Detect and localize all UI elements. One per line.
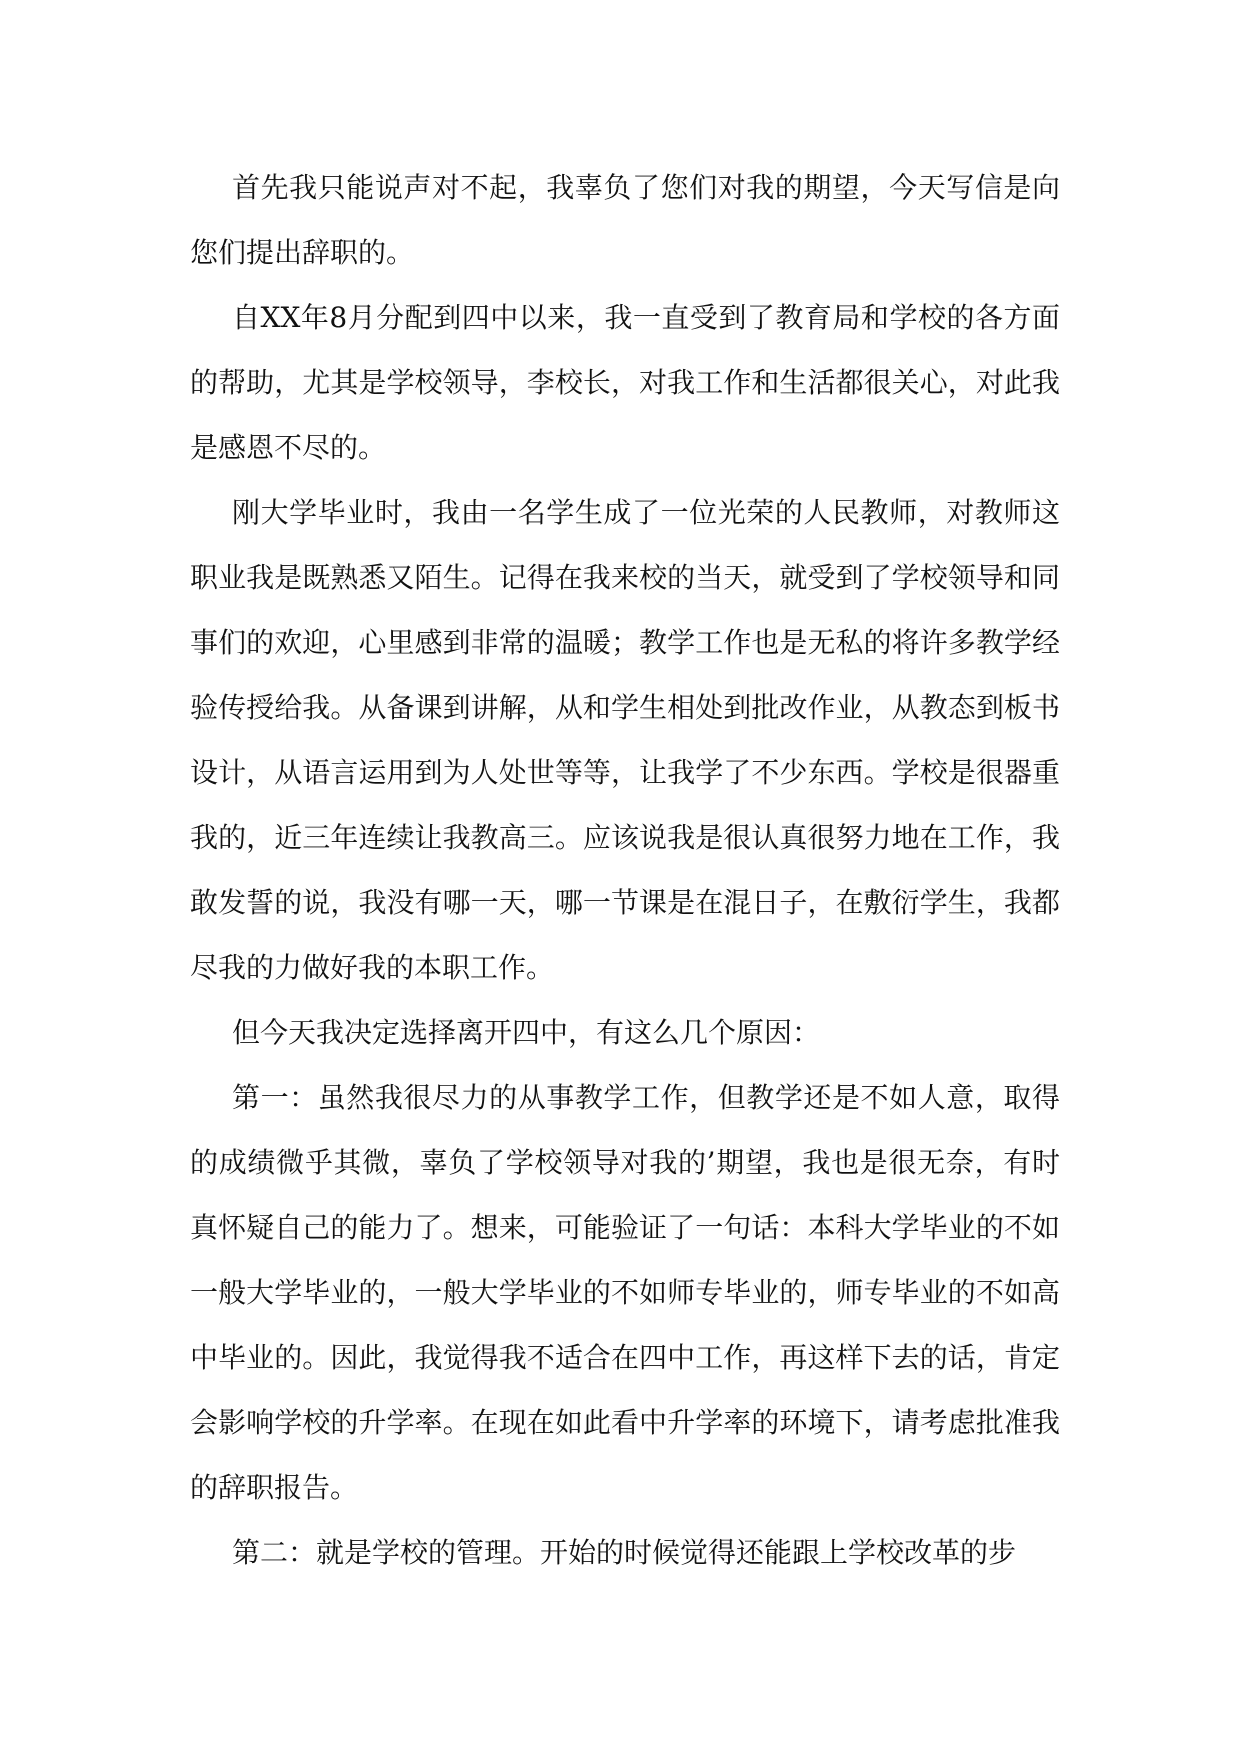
letter-body <box>190 155 1060 1585</box>
paragraph-apology: 首先我只能说声对不起，我辜负了您们对我的期望，今天写信是向您们提出辞职的。 <box>190 171 1060 269</box>
paragraph-reason-two: 第二：就是学校的管理。开始的时候觉得还能跟上学校改革的步 <box>232 1536 1017 1569</box>
paragraph-reason-one: 第一：虽然我很尽力的从事教学工作，但教学还是不如人意，取得的成绩微乎其微，辜负了学校领导对我的’期望，我也是很无奈，有时真怀疑自己的能力了。想来，可能验证了一句话：本科大学毕业的不如一般大学毕业的，一般大学毕业的不如师专毕业的，师专毕业的不如高中毕业的。因此，我觉得我不适合在四中工作，再这样下去的话，肯定会影响学校的升学率。在现在如此看中升学率的环境下，请考虑批准我的辞职报告。 <box>190 1081 1060 1504</box>
paragraph-gratitude: 自XX年8月分配到四中以来，我一直受到了教育局和学校的各方面的帮助，尤其是学校领导，李校长，对我工作和生活都很关心，对此我是感恩不尽的。 <box>190 301 1060 464</box>
paragraph-teaching-experience: 刚大学毕业时，我由一名学生成了一位光荣的人民教师，对教师这职业我是既熟悉又陌生。记得在我来校的当天，就受到了学校领导和同事们的欢迎，心里感到非常的温暖；教学工作也是无私的将许多教学经验传授给我。从备课到讲解，从和学生相处到批改作业，从教态到板书设计，从语言运用到为人处世等等，让我学了不少东西。学校是很器重我的，近三年连续让我教高三。应该说我是很认真很努力地在工作，我敢发誓的说，我没有哪一天，哪一节课是在混日子，在敷衍学生，我都尽我的力做好我的本职工作。 <box>190 496 1060 984</box>
paragraph-reasons-intro: 但今天我决定选择离开四中，有这么几个原因： <box>232 1016 821 1049</box>
